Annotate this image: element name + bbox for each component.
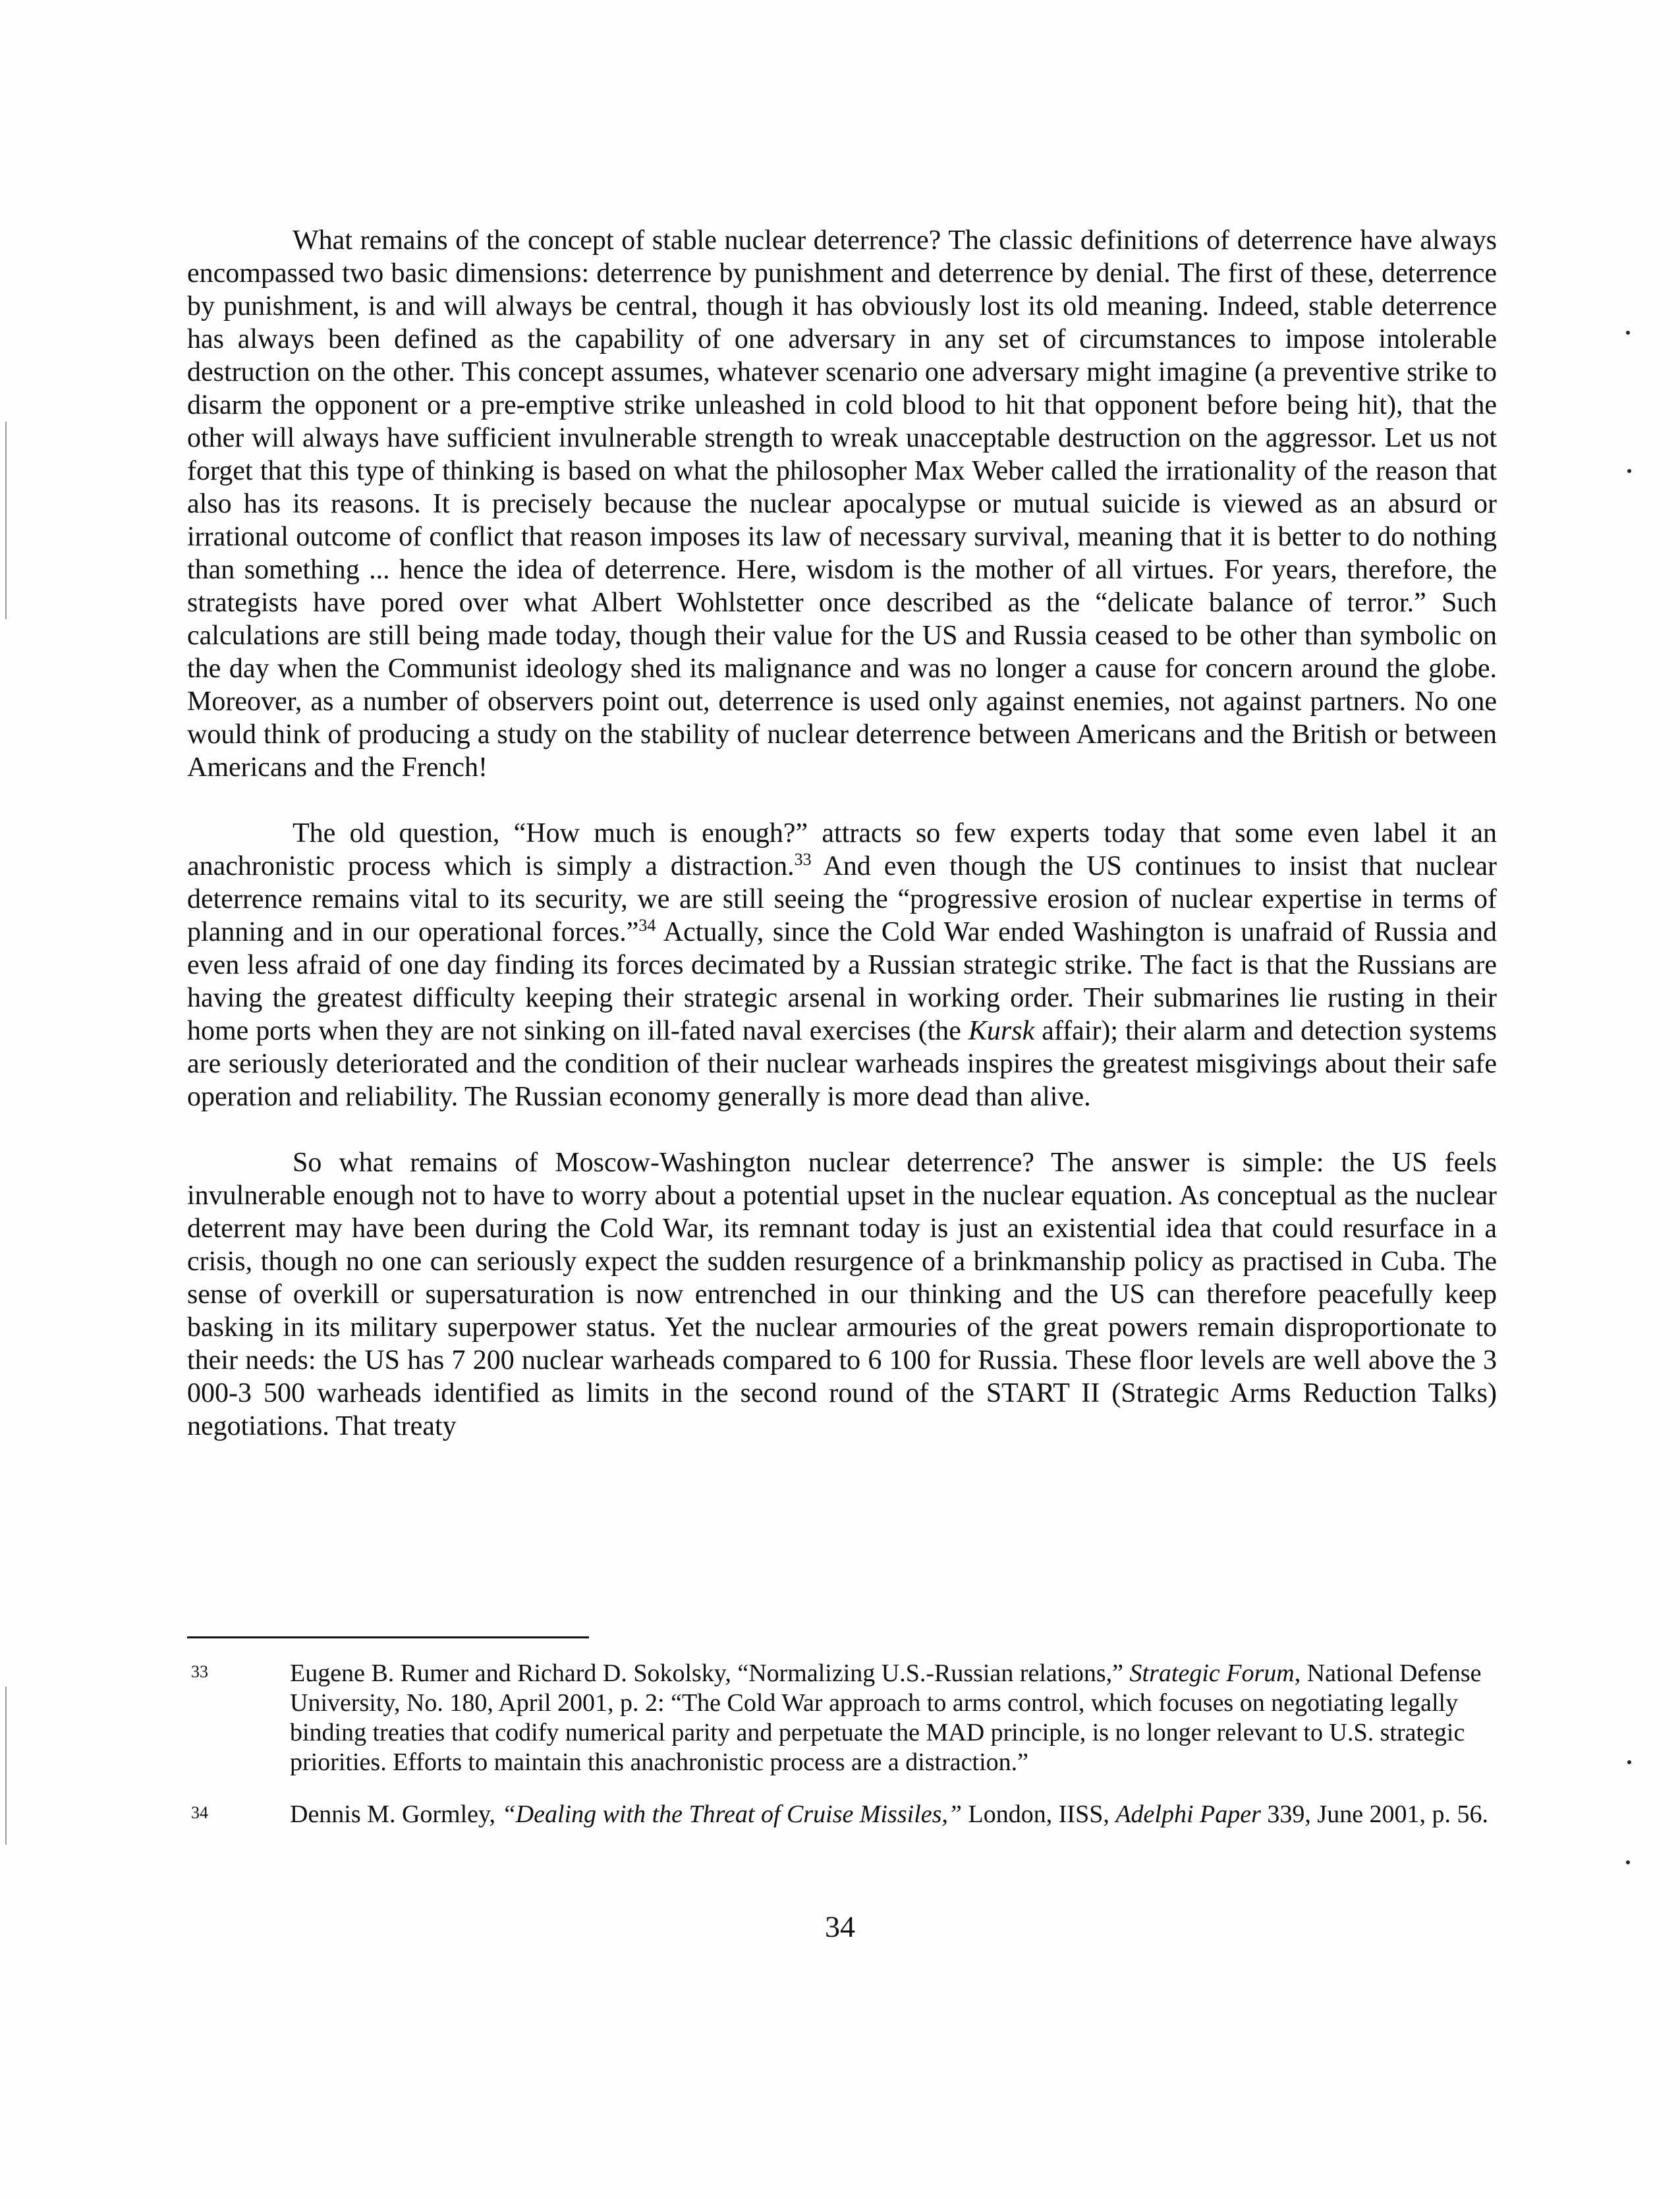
footnote-text [290,1800,1497,1829]
footnote-ref-34: 34 [638,916,656,935]
footnote-34 [191,1800,1497,1829]
footnote-separator [187,1636,589,1638]
footnote-number: 33 [191,1662,208,1681]
footnote-33-journal: Strategic Forum [1129,1659,1295,1687]
scan-speck [1627,1760,1631,1764]
footnote-ref-33: 33 [794,850,812,869]
paragraph-2-part-d: affair); their alarm and detection systems are seriously deteriorated and the condition of their nuclear warheads inspires the greatest misgivings about their safe operation and reliability. The Russian economy generally is more dead than alive. [187,1016,1498,1112]
footnote-text [290,1659,1497,1777]
footnote-34-series: Adelphi Paper [1115,1800,1261,1828]
footnote-34-title: “Dealing with the Threat of Cruise Missiles,” [501,1800,963,1828]
scan-speck [1626,1860,1630,1864]
footnote-33-part-b: , National Defense University, No. 180, April 2001, p. 2: “The Cold War approach to arms control, which focuses on negotiating legally binding treaties that codify numerical parity and perpetuate the MAD principle, is no longer relevant to U.S. strategic priorities. Efforts to maintain this anachronistic process are a distraction.” [290,1659,1482,1776]
paragraph-2-part-b: And even though the US continues to insist that nuclear deterrence remains vital to its security, we are still seeing the “progressive erosion of nuclear expertise in terms of planning and in our operational forces.” [187,851,1497,947]
page-number: 34 [825,1910,855,1943]
footnote-34-part-a: Dennis M. Gormley, [290,1800,502,1828]
footnote-34-part-c: 339, June 2001, p. 56. [1260,1800,1489,1828]
paragraph-2-part-a: The old question, “How much is enough?” attracts so few experts today that some even label it an anachronistic process which is simply a distraction. [187,818,1497,881]
footnote-number: 34 [191,1803,208,1822]
scan-speck [1627,469,1631,473]
footnotes [191,1659,1497,1852]
paragraph-1: What remains of the concept of stable nuclear deterrence? The classic definitions of deterrence have always encompassed two basic dimensions: deterrence by punishment and deterrence by denial. The first of these, deterrence by punishment, is and will always be central, though it has obviously lost its old meaning. Indeed, stable deterrence has always been defined as the capability of one adversary in any set of circumstances to impose intolerable destruction on the other. This concept assumes, whatever scenario one adversary might imagine (a preventive strike to disarm the opponent or a pre-emptive strike unleashed in cold blood to hit that opponent before being hit), that the other will always have sufficient invulnerable strength to wreak unacceptable destruction on the aggressor. Let us not forget that this type of thinking is based on what the philosopher Max Weber called the irrationality of the reason that also has its reasons. It is precisely because the nuclear apocalypse or mutual suicide is viewed as an absurd or irrational outcome of conflict that reason imposes its law of necessary survival, meaning that it is better to do nothing than something ... hence the idea of deterrence. Here, wisdom is the mother of all virtues. For years, therefore, the strategists have pored over what Albert Wohlstetter once described as the “delicate balance of terror.” Such calculations are still being made today, though their value for the US and Russia ceased to be other than symbolic on the day when the Communist ideology shed its malignance and was no longer a cause for concern around the globe. Moreover, as a number of observers point out, deterrence is used only against enemies, not against partners. No one would think of producing a study on the stability of nuclear deterrence between Americans and the British or between Americans and the French! [187,225,1497,783]
scan-edge-mark [5,1686,7,1845]
scan-speck [1626,331,1630,335]
paragraph-2-part-c: Actually, since the Cold War ended Washington is unafraid of Russia and even less afraid of one day finding its forces decimated by a Russian strategic strike. The fact is that the Russians are having the greatest difficulty keeping their strategic arsenal in working order. Their submarines lie rusting in their home ports when they are not sinking on ill-fated naval exercises (the [187,917,1497,1046]
footnote-34-part-b: London, IISS, [962,1800,1116,1828]
paragraph-2 [187,817,1497,1113]
body-text [187,224,1497,1476]
kursk-italic: Kursk [968,1016,1035,1046]
scan-edge-mark [5,422,7,619]
footnote-33 [191,1659,1497,1777]
footnote-33-part-a: Eugene B. Rumer and Richard D. Sokolsky, “Normalizing U.S.-Russian relations,” [290,1659,1130,1687]
paragraph-3: So what remains of Moscow-Washington nuclear deterrence? The answer is simple: the US feels invulnerable enough not to have to worry about a potential upset in the nuclear equation. As conceptual as the nuclear deterrent may have been during the Cold War, its remnant today is just an existential idea that could resurface in a crisis, though no one can seriously expect the sudden resurgence of a brinkmanship policy as practised in Cuba. The sense of overkill or supersaturation is now entrenched in our thinking and the US can therefore peacefully keep basking in its military superpower status. Yet the nuclear armouries of the great powers remain disproportionate to their needs: the US has 7 200 nuclear warheads compared to 6 100 for Russia. These floor levels are well above the 3 000-3 500 warheads identified as limits in the second round of the START II (Strategic Arms Reduction Talks) negotiations. That treaty [187,1148,1497,1441]
